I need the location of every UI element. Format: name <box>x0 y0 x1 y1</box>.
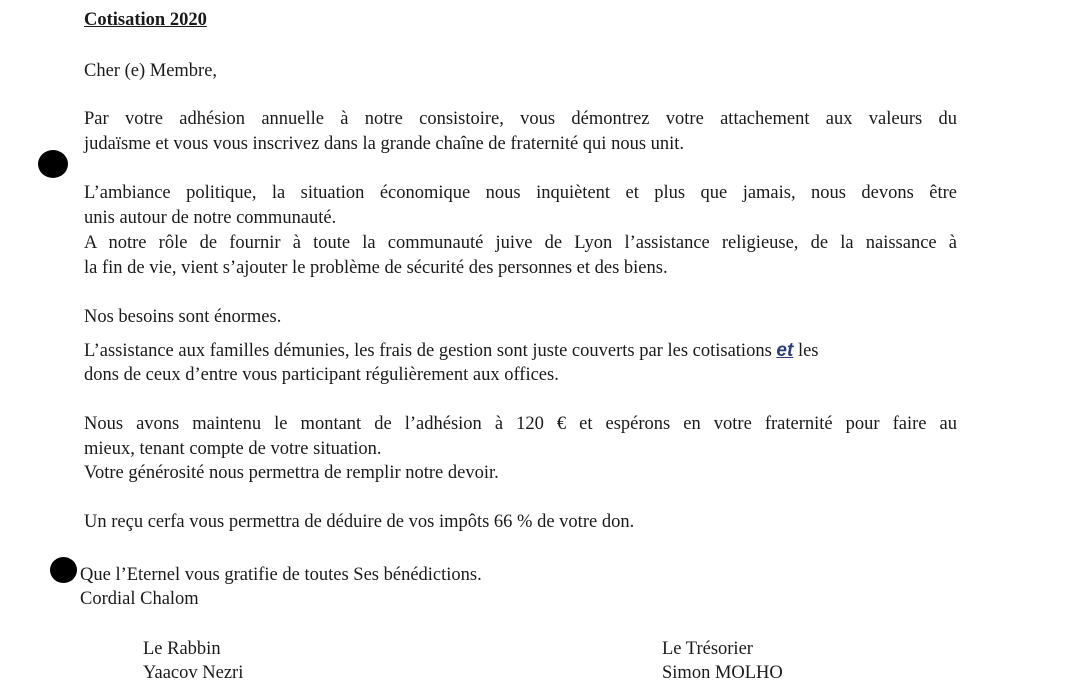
paragraph-2-line-4: la fin de vie, vient s’ajouter le problème de sécurité des personnes et des biens. <box>84 258 668 278</box>
paragraph-1-line-2: judaïsme et vous vous inscrivez dans la grande chaîne de fraternité qui nous unit. <box>84 134 685 154</box>
paragraph-1-line-1: Par votre adhésion annuelle à notre consistoire, vous démontrez votre attachement aux valeurs du <box>84 109 957 129</box>
signature-left-name: Yaacov Nezri <box>143 663 244 683</box>
paragraph-4-line-2: dons de ceux d’entre vous participant régulièrement aux offices. <box>84 365 559 385</box>
paragraph-5-line-2: mieux, tenant compte de votre situation. <box>84 439 382 459</box>
paragraph-2-line-3: A notre rôle de fournir à toute la communauté juive de Lyon l’assistance religieuse, de la naissance à <box>84 233 957 253</box>
closing-line-2: Cordial Chalom <box>80 589 199 609</box>
paragraph-4-line-1 <box>84 338 819 364</box>
paragraph-6: Un reçu cerfa vous permettra de déduire de vos impôts 66 % de votre don. <box>84 512 635 532</box>
signature-left-role: Le Rabbin <box>143 639 221 659</box>
salutation: Cher (e) Membre, <box>84 61 218 81</box>
hole-punch-mark-2 <box>50 557 77 583</box>
paragraph-2-line-1: L’ambiance politique, la situation économique nous inquiètent et plus que jamais, nous devons être <box>84 183 957 203</box>
paragraph-5-line-1: Nous avons maintenu le montant de l’adhésion à 120 € et espérons en votre fraternité pour faire au <box>84 414 957 434</box>
paragraph-3: Nos besoins sont énormes. <box>84 307 282 327</box>
signature-right <box>662 637 783 685</box>
paragraph-5-line-3: Votre générosité nous permettra de remplir notre devoir. <box>84 463 499 483</box>
closing-line-1: Que l’Eternel vous gratifie de toutes Ses bénédictions. <box>80 565 482 585</box>
signature-right-name: Simon MOLHO <box>662 663 783 683</box>
handwritten-et: et <box>776 340 794 361</box>
hole-punch-mark <box>38 150 68 178</box>
signature-left <box>143 637 243 685</box>
signature-right-role: Le Trésorier <box>662 639 753 659</box>
letter-title: Cotisation 2020 <box>84 10 207 30</box>
paragraph-2-line-2: unis autour de notre communauté. <box>84 208 337 228</box>
paragraph-4-text-before: L’assistance aux familles démunies, les frais de gestion sont juste couverts par les cotisations <box>84 341 772 361</box>
paragraph-4-text-after: les <box>797 341 819 361</box>
